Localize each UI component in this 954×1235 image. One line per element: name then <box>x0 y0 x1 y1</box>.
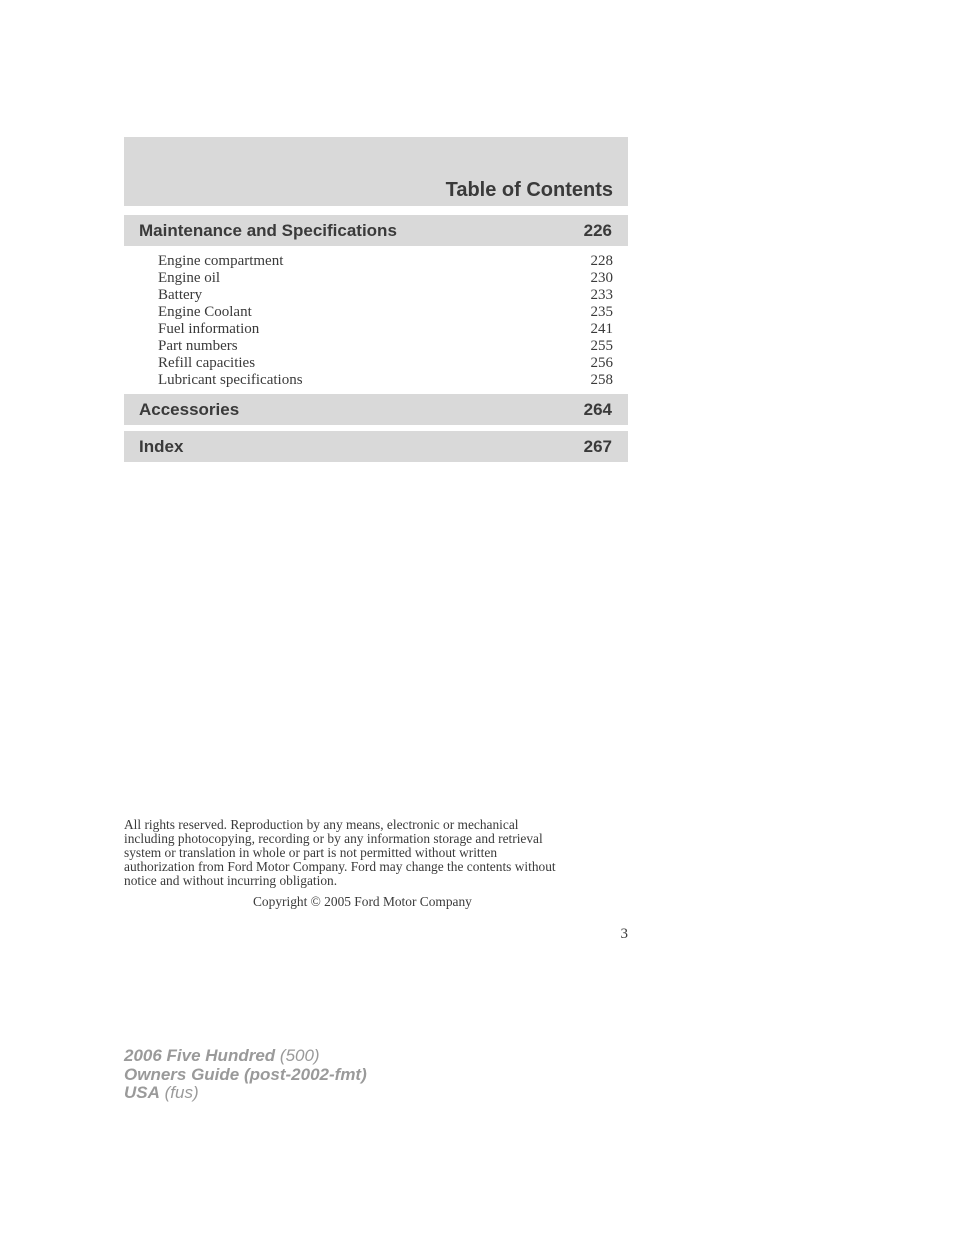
footer-market-code: (fus) <box>164 1083 199 1102</box>
section-accessories[interactable] <box>124 394 628 425</box>
entry-label: Part numbers <box>158 338 238 354</box>
legal-notice <box>124 818 628 888</box>
document-footer <box>124 1047 367 1103</box>
entry-page: 255 <box>590 338 613 354</box>
entry-label: Engine compartment <box>158 253 284 269</box>
entry-label: Engine oil <box>158 270 221 286</box>
legal-line: authorization from Ford Motor Company. Ford may change the contents without <box>124 859 556 874</box>
legal-line: All rights reserved. Reproduction by any means, electronic or mechanical <box>124 817 519 832</box>
section-page: 267 <box>583 437 612 456</box>
list-item[interactable] <box>158 321 613 338</box>
entry-label: Engine Coolant <box>158 304 252 320</box>
list-item[interactable] <box>158 372 613 389</box>
legal-line: including photocopying, recording or by any information storage and retrieval <box>124 831 543 846</box>
entry-page: 233 <box>590 287 613 303</box>
section-label: Index <box>139 437 184 456</box>
toc-header-band <box>124 137 628 206</box>
entry-label: Fuel information <box>158 321 260 337</box>
entry-page: 228 <box>590 253 613 269</box>
page-title: Table of Contents <box>445 179 613 201</box>
footer-model-code: (500) <box>279 1046 320 1065</box>
list-item[interactable] <box>158 253 613 270</box>
section-label: Maintenance and Specifications <box>139 221 397 240</box>
section-page: 264 <box>583 400 612 419</box>
list-item[interactable] <box>158 304 613 321</box>
list-item[interactable] <box>158 287 613 304</box>
legal-line: notice and without incurring obligation. <box>124 873 338 888</box>
footer-guide: Owners Guide (post-2002-fmt) <box>124 1064 367 1084</box>
entry-page: 235 <box>590 304 613 320</box>
list-item[interactable] <box>158 355 613 372</box>
footer-line-2 <box>124 1066 367 1085</box>
subsection-list <box>158 253 613 389</box>
entry-page: 230 <box>590 270 613 286</box>
entry-label: Refill capacities <box>158 355 256 371</box>
entry-page: 241 <box>590 321 613 337</box>
page-number: 3 <box>620 926 628 942</box>
section-index[interactable] <box>124 431 628 462</box>
list-item[interactable] <box>158 338 613 355</box>
list-item[interactable] <box>158 270 613 287</box>
section-page: 226 <box>583 221 612 240</box>
copyright-text: Copyright © 2005 Ford Motor Company <box>253 894 472 909</box>
legal-line: system or translation in whole or part is not permitted without written <box>124 845 498 860</box>
footer-line-3 <box>124 1084 367 1103</box>
footer-market: USA <box>124 1083 160 1102</box>
footer-line-1 <box>124 1047 367 1066</box>
entry-label: Lubricant specifications <box>158 372 303 388</box>
section-label: Accessories <box>139 400 240 419</box>
footer-model: 2006 Five Hundred <box>124 1046 276 1065</box>
entry-label: Battery <box>158 287 203 303</box>
entry-page: 256 <box>590 355 613 371</box>
entry-page: 258 <box>590 372 613 388</box>
section-maintenance[interactable] <box>124 215 628 246</box>
